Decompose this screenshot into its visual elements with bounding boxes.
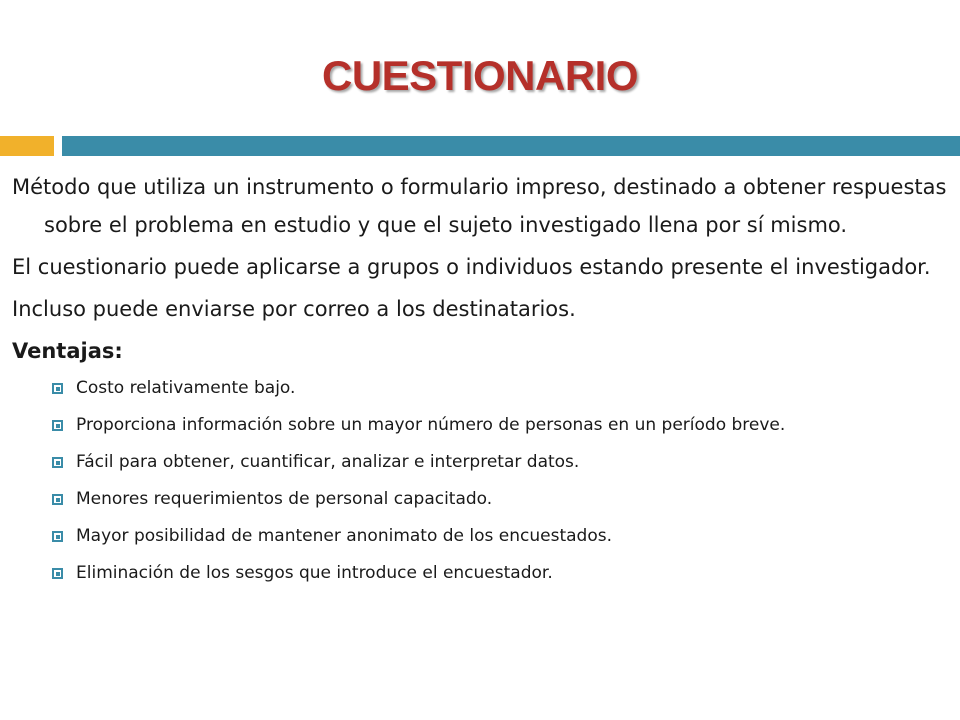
list-item-text: Proporciona información sobre un mayor número de personas en un período breve.: [76, 415, 786, 435]
header-bar: [62, 136, 960, 156]
square-bullet-icon: [52, 531, 63, 542]
list-item-text: Costo relativamente bajo.: [76, 378, 296, 398]
square-bullet-icon: [52, 568, 63, 579]
paragraph-mail: Incluso puede enviarse por correo a los destinatarios.: [12, 297, 576, 321]
square-bullet-icon: [52, 420, 63, 431]
list-item: [12, 561, 952, 586]
list-item: [12, 487, 952, 512]
list-item-text: Menores requerimientos de personal capacitado.: [76, 489, 493, 509]
square-bullet-icon: [52, 383, 63, 394]
list-item: [12, 376, 952, 401]
slide-title: CUESTIONARIO: [321, 52, 638, 99]
advantages-heading: Ventajas:: [12, 339, 123, 363]
paragraph-application: El cuestionario puede aplicarse a grupos o individuos estando presente el investigador.: [12, 255, 931, 279]
list-item: [12, 524, 952, 549]
list-item-text: Eliminación de los sesgos que introduce el encuestador.: [76, 563, 553, 583]
list-item-text: Mayor posibilidad de mantener anonimato de los encuestados.: [76, 526, 613, 546]
advantages-list: [12, 376, 952, 586]
list-item: [12, 413, 952, 438]
list-item: [12, 450, 952, 475]
slide-body: [12, 168, 952, 598]
square-bullet-icon: [52, 494, 63, 505]
paragraph-definition: Método que utiliza un instrumento o formulario impreso, destinado a obtener respuestas sobre el problema en estudio y que el sujeto investigado llena por sí mismo.: [12, 175, 947, 237]
square-bullet-icon: [52, 457, 63, 468]
accent-bar: [0, 136, 54, 156]
list-item-text: Fácil para obtener, cuantificar, analizar e interpretar datos.: [76, 452, 580, 472]
